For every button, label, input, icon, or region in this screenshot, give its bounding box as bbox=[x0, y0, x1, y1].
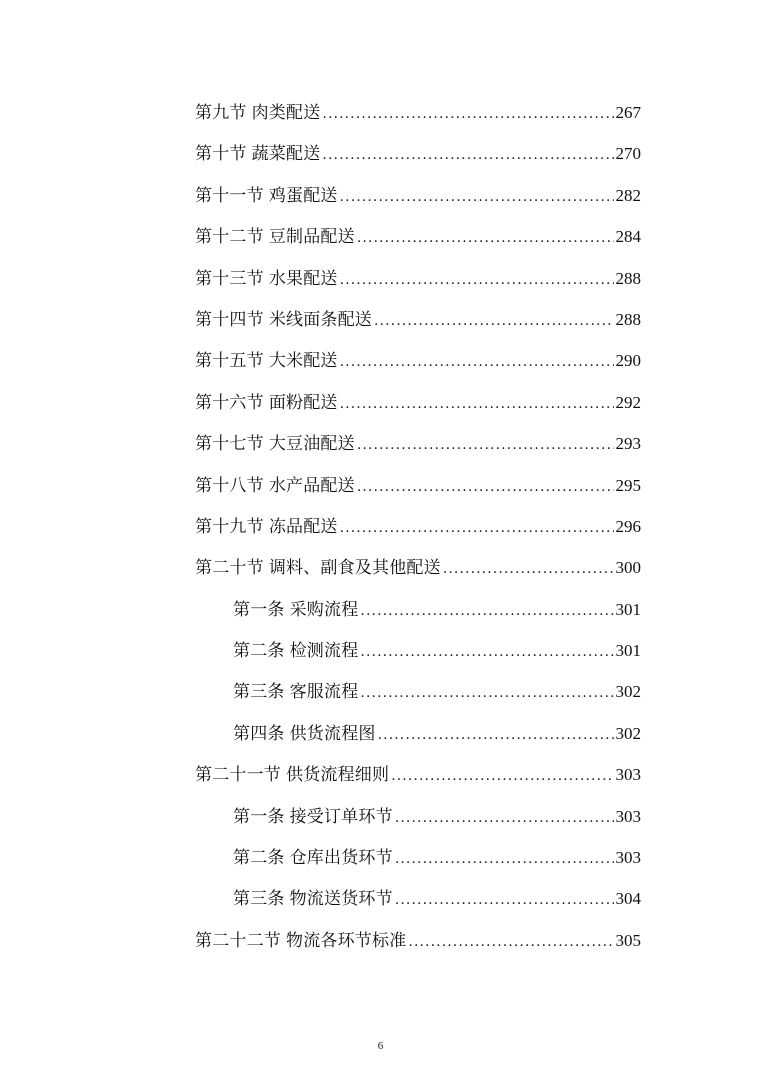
toc-entry-title bbox=[233, 879, 393, 920]
toc-entry[interactable] bbox=[195, 547, 641, 588]
dot-leader bbox=[360, 673, 613, 714]
toc-page-number: 301 bbox=[615, 599, 641, 619]
toc-entry-title bbox=[195, 134, 320, 175]
toc-entry[interactable] bbox=[195, 216, 641, 257]
toc-entry-label: 水果配送 bbox=[268, 268, 338, 289]
toc-entry-title bbox=[233, 631, 358, 672]
toc-entry-number: 第二条 bbox=[233, 848, 285, 869]
toc-entry[interactable] bbox=[195, 754, 641, 795]
toc-entry-title bbox=[233, 797, 393, 838]
toc-entry-title bbox=[233, 838, 393, 879]
toc-entry-label: 蔬菜配送 bbox=[251, 144, 321, 165]
toc-subentry[interactable] bbox=[195, 589, 641, 630]
toc-entry[interactable] bbox=[195, 506, 641, 547]
toc-entry[interactable] bbox=[195, 299, 641, 340]
toc-entry-number: 第十六节 bbox=[195, 392, 264, 413]
toc-entry[interactable] bbox=[195, 340, 641, 381]
toc-entry[interactable] bbox=[195, 133, 641, 174]
dot-leader bbox=[395, 880, 614, 921]
toc-entry-title bbox=[195, 93, 320, 134]
toc-entry-number: 第十四节 bbox=[195, 309, 264, 330]
toc-entry[interactable] bbox=[195, 258, 641, 299]
toc-entry-title bbox=[195, 548, 441, 589]
dot-leader bbox=[322, 94, 613, 135]
toc-entry-number: 第十九节 bbox=[195, 516, 264, 537]
toc-entry-label: 水产品配送 bbox=[268, 475, 355, 496]
toc-page-number: 292 bbox=[615, 392, 641, 412]
toc-entry-number: 第十八节 bbox=[195, 475, 264, 496]
toc-entry[interactable] bbox=[195, 175, 641, 216]
toc-entry-label: 肉类配送 bbox=[251, 103, 321, 123]
toc-entry-number: 第二十一节 bbox=[195, 765, 281, 786]
toc-entry[interactable] bbox=[195, 465, 641, 506]
toc-entry-label: 米线面条配送 bbox=[268, 309, 373, 330]
toc-entry-number: 第十五节 bbox=[195, 351, 264, 372]
toc-page-number: 288 bbox=[615, 309, 641, 329]
dot-leader bbox=[322, 135, 613, 176]
toc-subentry[interactable] bbox=[195, 671, 641, 712]
toc-entry-number: 第十一节 bbox=[195, 185, 264, 206]
toc-entry[interactable] bbox=[195, 382, 641, 423]
toc-entry-label: 接受订单环节 bbox=[289, 806, 393, 827]
toc-subentry[interactable] bbox=[195, 796, 641, 837]
dot-leader bbox=[357, 467, 614, 508]
dot-leader bbox=[443, 549, 614, 590]
toc-page-number: 296 bbox=[615, 516, 641, 536]
page-number-footer: 6 bbox=[377, 1040, 384, 1052]
toc-page-number: 302 bbox=[615, 682, 641, 702]
toc-entry-number: 第一条 bbox=[233, 599, 285, 620]
toc-entry-title bbox=[195, 466, 355, 507]
toc-entry-label: 仓库出货环节 bbox=[289, 848, 393, 869]
toc-entry-label: 客服流程 bbox=[289, 682, 359, 703]
dot-leader bbox=[357, 218, 614, 259]
toc-page-number: 270 bbox=[615, 144, 641, 164]
toc-entry-number: 第二十二节 bbox=[195, 930, 281, 951]
dot-leader bbox=[340, 342, 614, 383]
dot-leader bbox=[408, 922, 613, 963]
toc-entry-number: 第十节 bbox=[195, 144, 247, 165]
toc-entry-number: 第十二节 bbox=[195, 227, 264, 248]
toc-entry-label: 豆制品配送 bbox=[268, 227, 355, 248]
toc-page-number: 295 bbox=[615, 475, 641, 495]
dot-leader bbox=[340, 260, 614, 301]
dot-leader bbox=[340, 508, 614, 549]
toc-page-number: 300 bbox=[615, 558, 641, 578]
toc-entry[interactable] bbox=[195, 92, 641, 133]
toc-entry-label: 物流各环节标准 bbox=[286, 930, 407, 951]
toc-entry-number: 第二条 bbox=[233, 641, 285, 662]
toc-entry-label: 大豆油配送 bbox=[268, 434, 355, 455]
toc-entry-title bbox=[195, 176, 338, 217]
toc-subentry[interactable] bbox=[195, 878, 641, 919]
dot-leader bbox=[395, 839, 614, 880]
toc-entry-title bbox=[233, 590, 358, 631]
toc-entry-title bbox=[195, 424, 355, 465]
toc-entry-title bbox=[195, 755, 389, 796]
toc-entry-title bbox=[195, 217, 355, 258]
toc-entry-title bbox=[233, 672, 358, 713]
toc-page-number: 305 bbox=[615, 930, 641, 950]
toc-entry-title bbox=[195, 341, 338, 382]
dot-leader bbox=[395, 798, 614, 839]
dot-leader bbox=[357, 425, 614, 466]
toc-page-number: 267 bbox=[615, 103, 641, 122]
toc-entry-title bbox=[195, 259, 338, 300]
toc-page-number: 284 bbox=[615, 227, 641, 247]
dot-leader bbox=[340, 384, 614, 425]
toc-page-number: 304 bbox=[615, 889, 641, 909]
toc-entry[interactable] bbox=[195, 920, 641, 961]
toc-subentry[interactable] bbox=[195, 630, 641, 671]
toc-subentry[interactable] bbox=[195, 837, 641, 878]
toc-page-number: 302 bbox=[615, 723, 641, 743]
toc-page-number: 290 bbox=[615, 351, 641, 371]
toc-entry-title bbox=[195, 921, 406, 962]
toc-entry-label: 物流送货环节 bbox=[289, 889, 393, 910]
toc-entry-label: 大米配送 bbox=[268, 351, 338, 372]
toc-entry-number: 第四条 bbox=[233, 723, 285, 744]
toc-entry-label: 供货流程图 bbox=[289, 723, 376, 744]
toc-entry-label: 冻品配送 bbox=[268, 516, 338, 537]
toc-entry-number: 第九节 bbox=[195, 103, 247, 123]
toc-entry-number: 第二十节 bbox=[195, 558, 264, 579]
toc-entry-number: 第一条 bbox=[233, 806, 285, 827]
dot-leader bbox=[391, 756, 613, 797]
toc-entry-title bbox=[195, 383, 338, 424]
toc-page-number: 301 bbox=[615, 641, 641, 661]
toc-page-number: 282 bbox=[615, 185, 641, 205]
dot-leader bbox=[378, 715, 614, 756]
toc-entry[interactable] bbox=[195, 423, 641, 464]
toc-entry-title bbox=[233, 714, 376, 755]
dot-leader bbox=[340, 177, 614, 218]
toc-entry-label: 供货流程细则 bbox=[286, 765, 390, 786]
toc-subentry[interactable] bbox=[195, 713, 641, 754]
toc-entry-label: 面粉配送 bbox=[268, 392, 338, 413]
toc-entry-number: 第三条 bbox=[233, 889, 285, 910]
dot-leader bbox=[360, 632, 613, 673]
toc-entry-number: 第十七节 bbox=[195, 434, 264, 455]
toc-page-number: 288 bbox=[615, 268, 641, 288]
table-of-contents bbox=[195, 92, 641, 961]
dot-leader bbox=[360, 591, 613, 632]
toc-entry-title bbox=[195, 300, 372, 341]
toc-entry-label: 鸡蛋配送 bbox=[268, 185, 338, 206]
toc-page-number: 303 bbox=[615, 765, 641, 785]
toc-entry-label: 采购流程 bbox=[289, 599, 359, 620]
toc-entry-label: 检测流程 bbox=[289, 641, 359, 662]
toc-entry-label: 调料、副食及其他配送 bbox=[268, 558, 441, 579]
toc-entry-number: 第三条 bbox=[233, 682, 285, 703]
toc-page-number: 293 bbox=[615, 434, 641, 454]
dot-leader bbox=[374, 301, 613, 342]
toc-entry-number: 第十三节 bbox=[195, 268, 264, 289]
toc-page-number: 303 bbox=[615, 848, 641, 868]
toc-entry-title bbox=[195, 507, 338, 548]
toc-page-number: 303 bbox=[615, 806, 641, 826]
